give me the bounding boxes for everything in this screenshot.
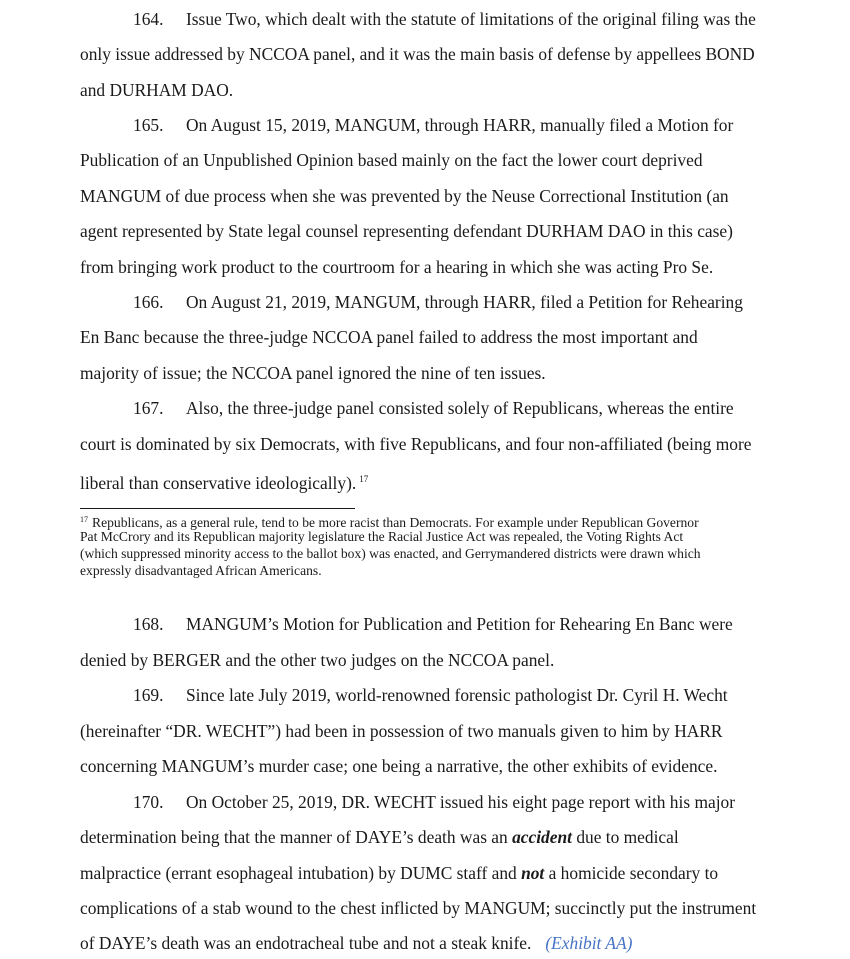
paragraph-text: On August 15, 2019, MANGUM, through HARR, manually filed a Motion for [186, 115, 734, 135]
paragraph-166-line-3: majority of issue; the NCCOA panel ignored the nine of ten issues. [80, 363, 546, 383]
paragraph-text: Also, the three-judge panel consisted solely of Republicans, whereas the entire [186, 398, 734, 418]
paragraph-170-line-2 [80, 827, 679, 847]
paragraph-number: 168. [133, 614, 164, 634]
footnote-separator [80, 508, 355, 509]
paragraph-number: 167. [133, 398, 164, 418]
paragraph-169-line-3: concerning MANGUM’s murder case; one being a narrative, the other exhibits of evidence. [80, 756, 718, 776]
paragraph-169-line-2: (hereinafter “DR. WECHT”) had been in possession of two manuals given to him by HARR [80, 721, 723, 741]
footnote-line-2: Pat McCrory and its Republican majority legislature the Racial Justice Act was repealed, the Voting Rights Act [80, 529, 684, 544]
paragraph-number: 169. [133, 685, 164, 705]
paragraph-text: a homicide secondary to [544, 863, 719, 883]
footnote-reference[interactable]: 17 [359, 474, 369, 484]
paragraph-164-line-1 [133, 9, 756, 29]
paragraph-167-line-1 [133, 398, 734, 418]
paragraph-text: On October 25, 2019, DR. WECHT issued his eight page report with his major [186, 792, 736, 812]
footnote-line-4: expressly disadvantaged African Americans. [80, 563, 322, 578]
paragraph-165-line-1 [133, 115, 733, 135]
paragraph-170-line-4: complications of a stab wound to the chest inflicted by MANGUM; succinctly put the instrument [80, 898, 757, 918]
paragraph-167-line-2: court is dominated by six Democrats, with five Republicans, and four non-affiliated (being more [80, 434, 752, 454]
paragraph-170-line-3 [80, 863, 718, 883]
paragraph-text: Since late July 2019, world-renowned forensic pathologist Dr. Cyril H. Wecht [186, 685, 728, 705]
paragraph-166-line-2: En Banc because the three-judge NCCOA panel failed to address the most important and [80, 327, 698, 347]
paragraph-text: Issue Two, which dealt with the statute of limitations of the original filing was the [186, 9, 756, 29]
paragraph-165-line-4: agent represented by State legal counsel representing defendant DURHAM DAO in this case) [80, 221, 733, 241]
paragraph-165-line-3: MANGUM of due process when she was prevented by the Neuse Correctional Institution (an [80, 186, 729, 206]
footnote-marker: 17 [80, 515, 88, 524]
paragraph-170-line-5 [80, 933, 632, 953]
paragraph-166-line-1 [133, 292, 743, 312]
paragraph-number: 170. [133, 792, 164, 812]
paragraph-number: 166. [133, 292, 164, 312]
paragraph-text: of DAYE’s death was an endotracheal tube and not a steak knife. [80, 933, 532, 953]
paragraph-text: determination being that the manner of DAYE’s death was an [80, 827, 513, 847]
paragraph-164-line-2: only issue addressed by NCCOA panel, and it was the main basis of defense by appellees BOND [80, 44, 755, 64]
paragraph-165-line-5: from bringing work product to the courtroom for a hearing in which she was acting Pro Se. [80, 257, 714, 277]
emphasis-not: not [521, 863, 545, 883]
paragraph-number: 164. [133, 9, 164, 29]
paragraph-169-line-1 [133, 685, 728, 705]
exhibit-aa-link[interactable]: (Exhibit AA) [545, 933, 633, 953]
footnote-text: Republicans, as a general rule, tend to be more racist than Democrats. For example under Republican Governor [92, 515, 699, 530]
paragraph-164-line-3: and DURHAM DAO. [80, 80, 234, 100]
footnote-line-3: (which suppressed minority access to the ballot box) was enacted, and Gerrymandered districts were drawn which [80, 546, 701, 561]
paragraph-text: due to medical [571, 827, 679, 847]
emphasis-accident: accident [512, 827, 572, 847]
paragraph-165-line-2: Publication of an Unpublished Opinion based mainly on the fact the lower court deprived [80, 150, 703, 170]
paragraph-168-line-1 [133, 614, 733, 634]
paragraph-170-line-1 [133, 792, 735, 812]
paragraph-number: 165. [133, 115, 164, 135]
paragraph-text: MANGUM’s Motion for Publication and Petition for Rehearing En Banc were [186, 614, 733, 634]
paragraph-168-line-2: denied by BERGER and the other two judges on the NCCOA panel. [80, 650, 555, 670]
paragraph-text: liberal than conservative ideologically). [80, 473, 357, 493]
paragraph-167-line-3 [80, 469, 368, 493]
paragraph-text: On August 21, 2019, MANGUM, through HARR, filed a Petition for Rehearing [186, 292, 743, 312]
paragraph-text: malpractice (errant esophageal intubation) by DUMC staff and [80, 863, 522, 883]
